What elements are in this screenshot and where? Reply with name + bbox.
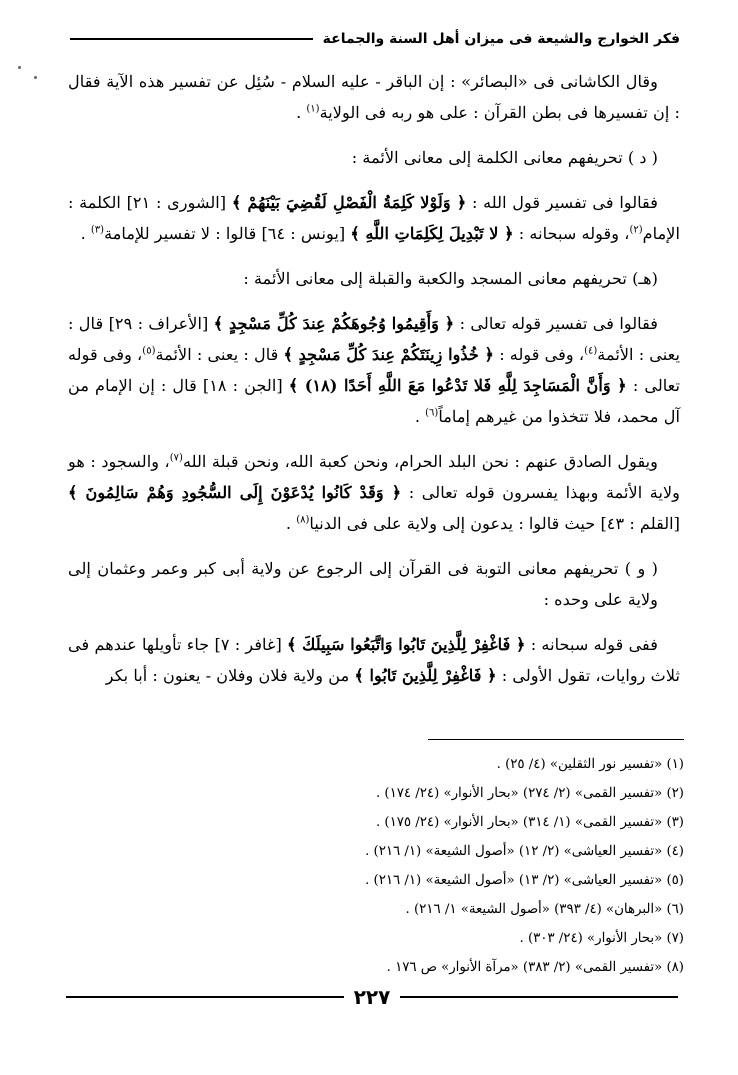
footnote-ref: (٥) [142,345,156,357]
section-heading-word: ( د ) تحريفهم معانى الكلمة إلى معانى الأئمة : [351,148,658,167]
footnote: (٦) «البرهان» (٤/ ٣٩٣) «أصول الشيعة» ١/ ٢١٦) . [405,902,684,917]
section-heading-repentance: ( و ) تحريفهم معانى التوبة فى القرآن إلى الرجوع عن ولاية أبى كبر وعمر وعثمان إلى ولاية على وحده : [68,559,658,609]
footer-rule-left [66,996,344,998]
quran-quote: ﴿ فَاغْفِرْ لِلَّذِينَ تَابُوا ﴾ [354,666,497,685]
quran-quote: ﴿ خُذُوا زِينَتَكُمْ عِندَ كُلِّ مَسْجِدٍ ﴾ [283,345,495,364]
footnote-ref: (٣) [90,224,105,236]
paragraph-mosque: فقالوا فى تفسير قوله تعالى : ﴿ وَأَقِيمُوا وُجُوهَكُمْ عِندَ كُلِّ مَسْجِدٍ ﴾ [الأعراف : ٢٩] قال : يعنى : الأئمة$^{(٤)}$، وفى قوله : ﴿ خُذُوا زِينَتَكُمْ عِندَ كُلِّ مَسْجِدٍ ﴾ قال : يعنى : الأئمة$^{(٥)}$، وفى قوله تعالى : ﴿ وَأَنَّ الْمَسَاجِدَ لِلَّهِ فَلا تَدْعُوا مَعَ اللَّهِ أَحَدًا (١٨) ﴾ [الجن : ١٨] قال : إن الإمام من آل محمد، فلا تتخذوا من غيرهم إماماً$^{(٦)}$ . [68,314,681,426]
footnote: (٨) «تفسير القمى» (٢/ ٣٨٣) «مرآة الأنوار» ص ١٧٦ . [386,960,684,975]
quran-quote: ﴿ فَاغْفِرْ لِلَّذِينَ تَابُوا وَاتَّبَعُوا سَبِيلَكَ ﴾ [286,635,526,654]
page-number: ٢٢٧ [353,985,391,1009]
section-heading-mosque: (هـ) تحريفهم معانى المسجد والكعبة والقبلة إلى معانى الأئمة : [243,269,658,288]
quran-quote: ﴿ وَأَقِيمُوا وُجُوهَكُمْ عِندَ كُلِّ مَسْجِدٍ ﴾ [213,314,455,333]
footnote: (١) «تفسير نور الثقلين» (٤/ ٢٥) . [496,757,684,772]
footnote-ref: (٨) [296,514,310,526]
page-footer [66,982,678,1012]
running-title: فكر الخوارج والشيعة فى ميزان أهل السنة والجماعة [322,31,680,47]
running-header [70,22,680,56]
footnote: (٧) «بحار الأنوار» (٢٤/ ٣٠٣) . [519,931,684,946]
footnote-separator [428,739,684,740]
footnotes [64,750,684,982]
footnote: (٥) «تفسير العياشى» (٢/ ١٣) «أصول الشيعة» (١/ ٢١٦) . [365,873,684,888]
footnote-ref: (١) [306,103,320,115]
footnote: (٣) «تفسير القمى» (١/ ٣١٤) «بحار الأنوار» (٢٤/ ١٧٥) . [375,815,684,830]
scan-speck [34,76,37,79]
paragraph-sadiq: ويقول الصادق عنهم : نحن البلد الحرام، ونحن كعبة الله، ونحن قبلة الله$^{(٧)}$، والسجود : هو ولاية الأئمة وبهذا يفسرون قوله تعالى : ﴿ وَقَدْ كَانُوا يُدْعَوْنَ إِلَى السُّجُودِ وَهُمْ سَالِمُونَ ﴾ [القلم : ٤٣] حيث قالوا : يدعون إلى ولاية على فى الدنيا$^{(٨)}$ . [68,452,680,533]
footnote-ref: (٦) [425,407,439,419]
quran-quote: ﴿ وَقَدْ كَانُوا يُدْعَوْنَ إِلَى السُّجُودِ وَهُمْ سَالِمُونَ ﴾ [68,483,402,502]
paragraph-kashani: وقال الكاشانى فى «البصائر» : إن الباقر - عليه السلام - سُئِل عن تفسير هذه الآية فقال : إن تفسيرها فى بطن القرآن : على هو ربه فى الولاية$^{(١)}$ . [68,72,680,122]
footnote: (٢) «تفسير القمى» (٢/ ٢٧٤) «بحار الأنوار» (٢٤/ ١٧٤) . [375,786,684,801]
footnote-ref: (٧) [169,452,183,464]
paragraph-word: فقالوا فى تفسير قول الله : ﴿ وَلَوْلا كَلِمَةُ الْفَصْلِ لَقُضِيَ بَيْنَهُمْ ﴾ [الشورى : ٢١] الكلمة : الإمام$^{(٢)}$، وقوله سبحانه : ﴿ لا تَبْدِيلَ لِكَلِمَاتِ اللَّهِ ﴾ [يونس : ٦٤] قالوا : لا تفسير للإمامة$^{(٣)}$ . [68,193,680,243]
footnote-ref: (٤) [584,345,598,357]
main-text [68,66,680,705]
header-rule [70,38,313,40]
paragraph-repentance: ففى قوله سبحانه : ﴿ فَاغْفِرْ لِلَّذِينَ تَابُوا وَاتَّبَعُوا سَبِيلَكَ ﴾ [غافر : ٧] جاء تأويلها عندهم فى ثلاث روايات، تقول الأولى : ﴿ فَاغْفِرْ لِلَّذِينَ تَابُوا ﴾ من ولاية فلان وفلان - يعنون : أبا بكر [68,635,680,685]
quran-quote: ﴿ لا تَبْدِيلَ لِكَلِمَاتِ اللَّهِ ﴾ [350,224,514,243]
scan-speck [18,66,21,69]
quran-quote: ﴿ وَأَنَّ الْمَسَاجِدَ لِلَّهِ فَلا تَدْعُوا مَعَ اللَّهِ أَحَدًا (١٨) ﴾ [288,376,627,395]
footer-rule-right [400,996,678,998]
footnote: (٤) «تفسير العياشى» (٢/ ١٢) «أصول الشيعة» (١/ ٢١٦) . [365,844,684,859]
quran-quote: ﴿ وَلَوْلا كَلِمَةُ الْفَصْلِ لَقُضِيَ بَيْنَهُمْ ﴾ [231,193,467,212]
footnote-ref: (٢) [629,224,643,236]
